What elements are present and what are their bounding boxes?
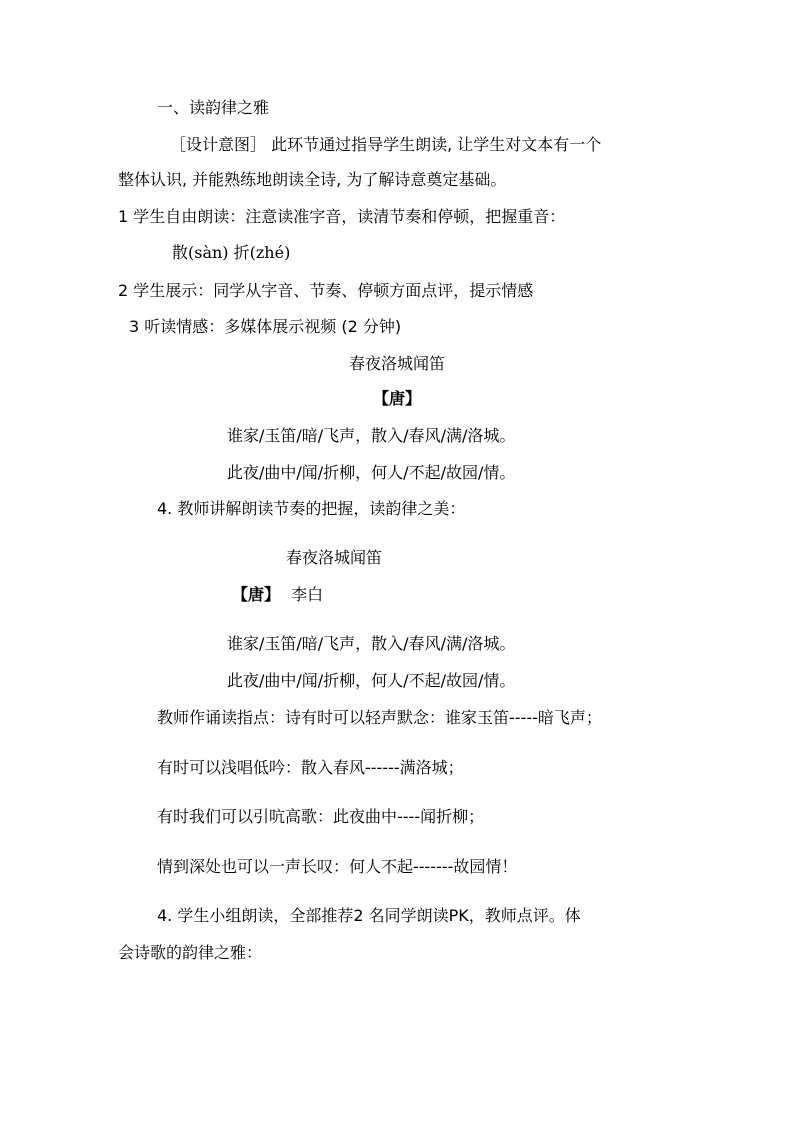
poem-1-line-2: 此夜/曲中/闻/折柳，何人/不起/故园/情。 — [227, 463, 516, 482]
design-intent-line-1: ［设计意图］ 此环节通过指导学生朗读, 让学生对文本有一个 — [170, 135, 602, 154]
step-2-text: 2 学生展示：同学从字音、节奏、停顿方面点评，提示情感 — [118, 281, 534, 300]
step-1-text: 1 学生自由朗读：注意读准字音，读清节奏和停顿，把握重音： — [118, 207, 566, 226]
pronunciation-line: 散(sàn) 折(zhé) — [172, 243, 291, 262]
step-4-text: 4. 教师讲解朗读节奏的把握，读韵律之美： — [157, 499, 466, 518]
step-3-text: 3 听读情感：多媒体展示视频 (2 分钟) — [129, 317, 402, 336]
poem-2-author: 李白 — [291, 585, 324, 604]
guidance-line-2: 有时可以浅唱低吟：散入春风------满洛城； — [157, 758, 464, 777]
poem-1-title: 春夜洛城闻笛 — [348, 354, 445, 373]
poem-1-line-1: 谁家/玉笛/暗/飞声，散入/春风/满/洛城。 — [227, 426, 516, 445]
poem-2-line-1: 谁家/玉笛/暗/飞声，散入/春风/满/洛城。 — [227, 634, 516, 653]
poem-2-line-2: 此夜/曲中/闻/折柳，何人/不起/故园/情。 — [227, 671, 516, 690]
section-heading: 一、读韵律之雅 — [157, 98, 270, 117]
poem-2-title: 春夜洛城闻笛 — [286, 548, 383, 567]
step-5-line-1: 4. 学生小组朗读，全部推荐2 名同学朗读PK，教师点评。体 — [157, 906, 581, 925]
guidance-line-4: 情到深处也可以一声长叹：何人不起-------故园情！ — [157, 857, 518, 876]
design-intent-line-2: 整体认识, 并能熟练地朗读全诗, 为了解诗意奠定基础。 — [118, 170, 507, 189]
guidance-line-1: 教师作诵读指点：诗有时可以轻声默念：谁家玉笛-----暗飞声； — [157, 708, 602, 727]
step-5-line-2: 会诗歌的韵律之雅： — [118, 943, 263, 962]
guidance-line-3: 有时我们可以引吭高歌：此夜曲中----闻折柳； — [157, 807, 485, 826]
poem-1-dynasty: 【唐】 — [372, 389, 421, 408]
poem-2-byline — [232, 584, 323, 606]
poem-2-dynasty: 【唐】 — [232, 585, 281, 604]
